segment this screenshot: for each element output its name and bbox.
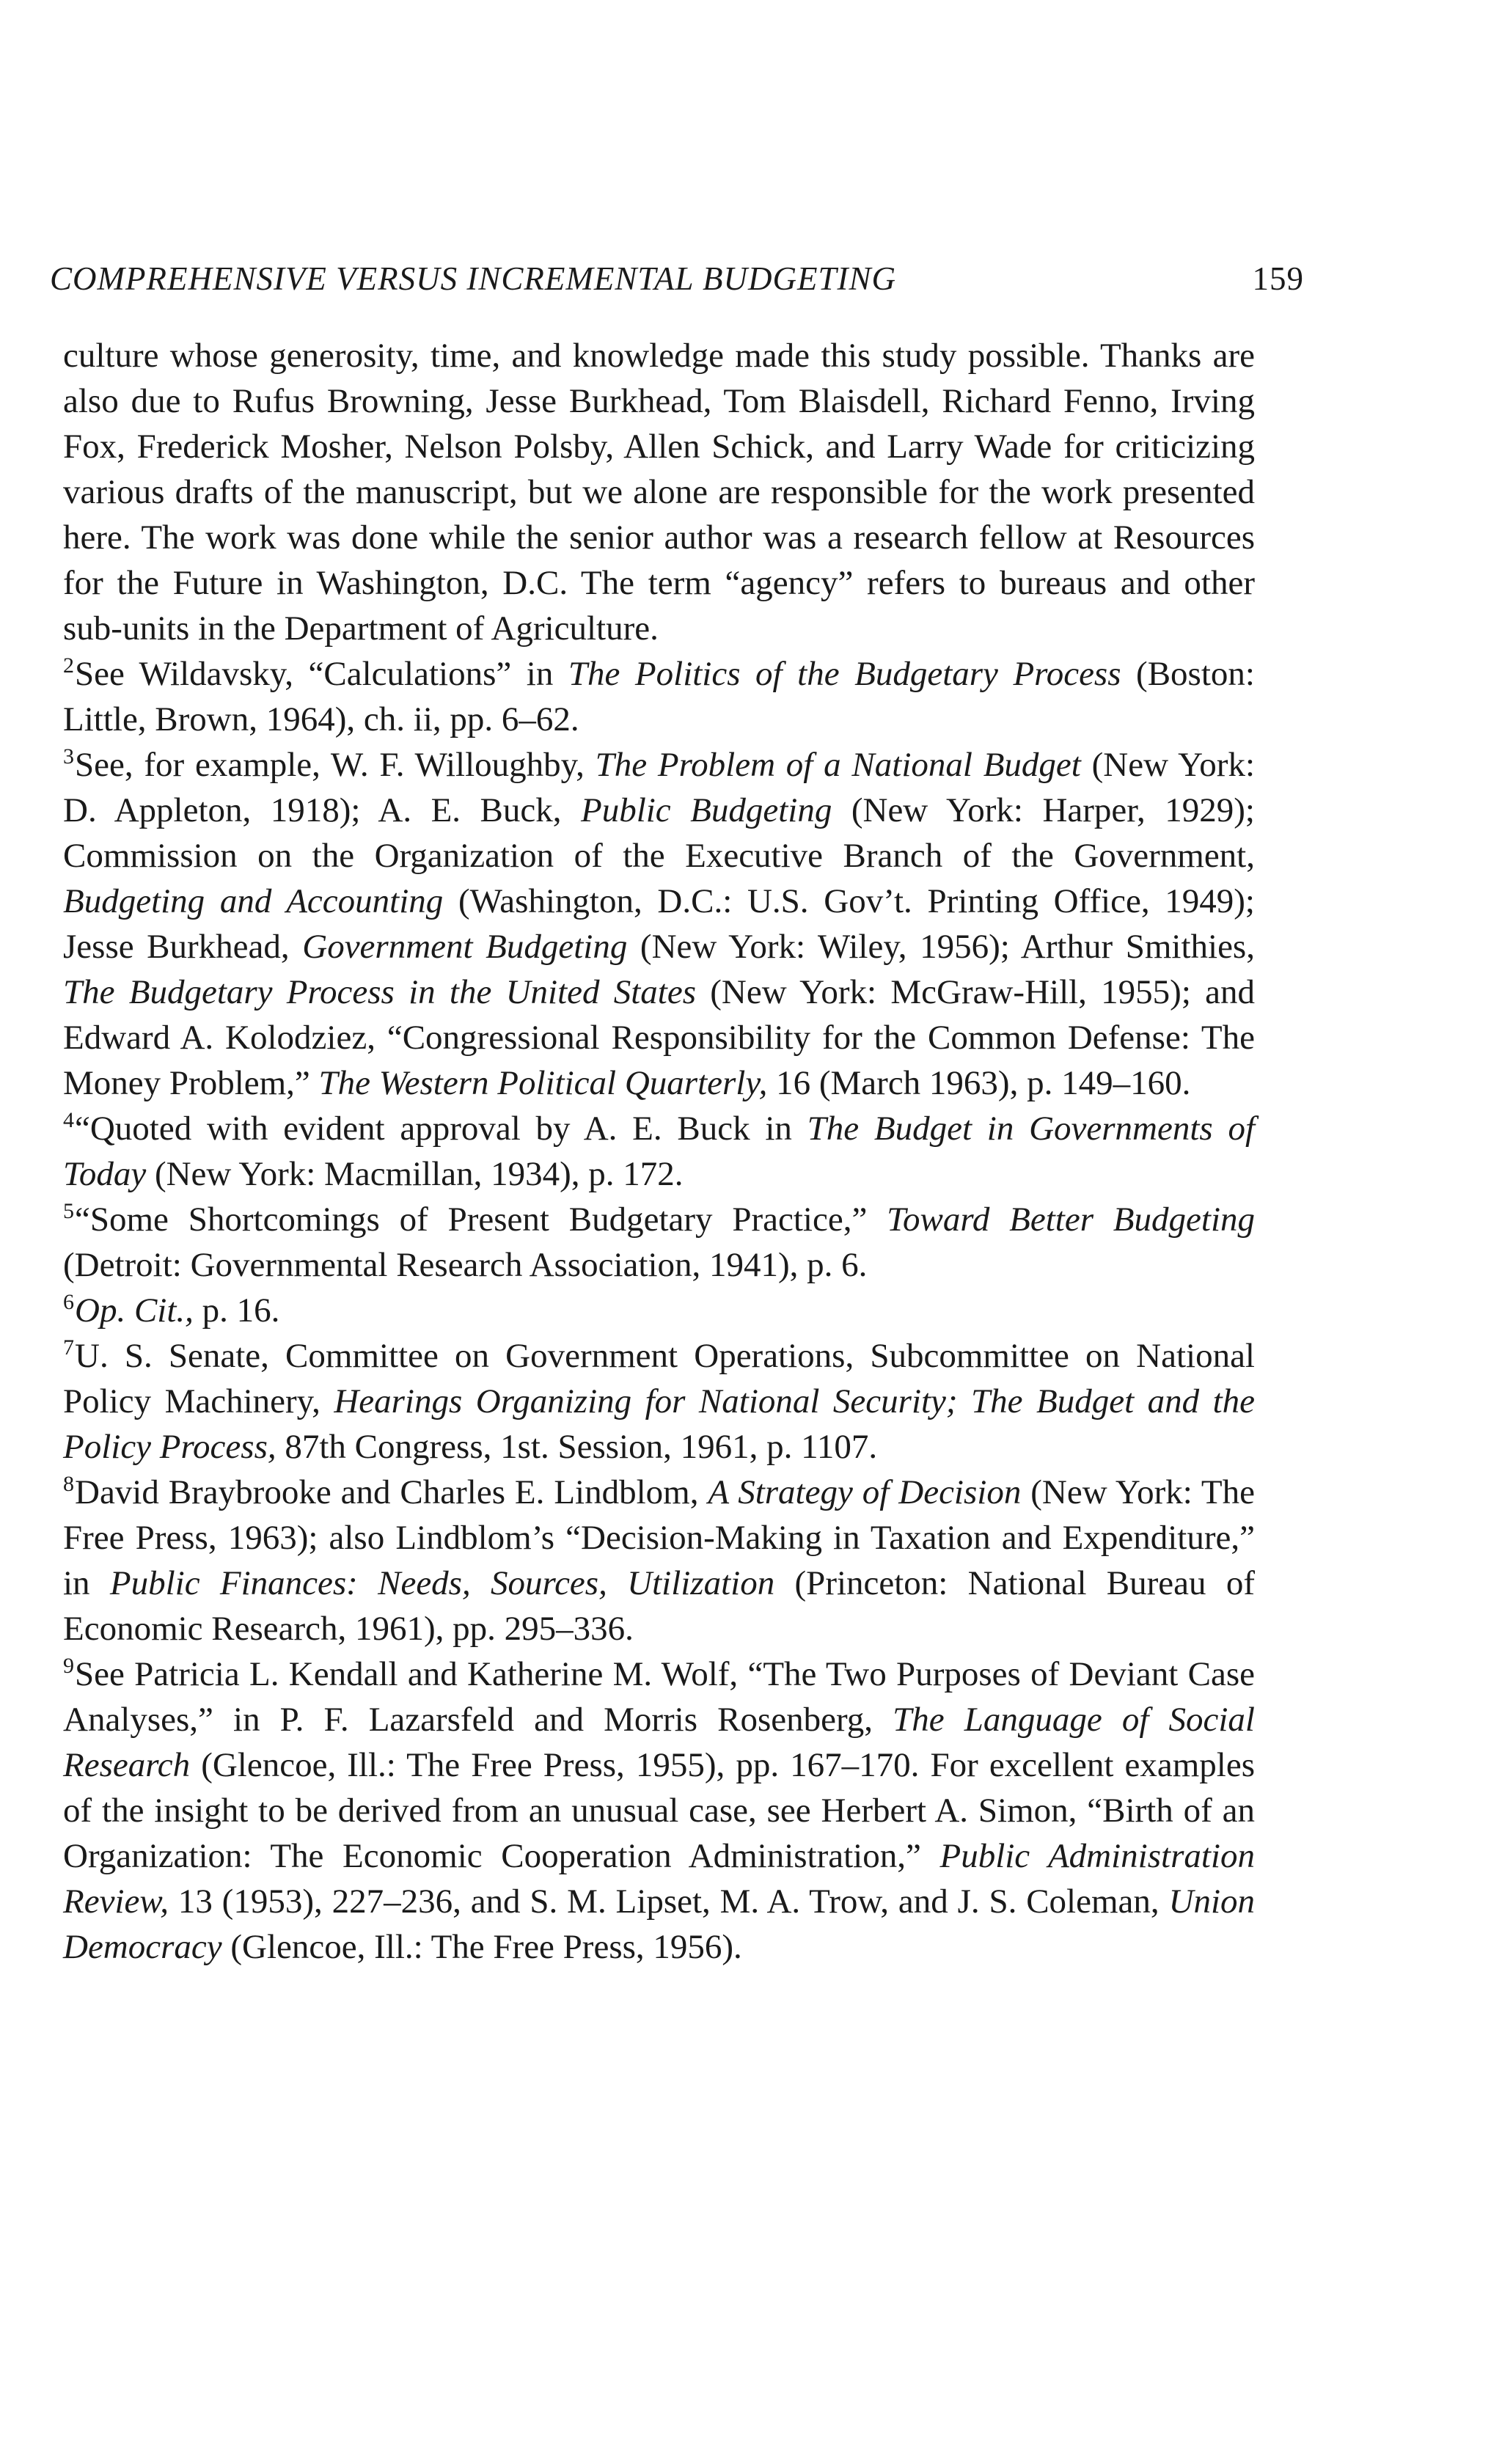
footnote-text: “Some Shortcomings of Present Budgetary Practice,” [75,1200,887,1239]
running-title: COMPREHENSIVE VERSUS INCREMENTAL BUDGETING [50,260,896,297]
footnote-text: See Patricia L. Kendall and Katherine M. Wolf, “The Two Purposes of Deviant Case Analyses,” in P. F. Lazarsfeld and Morris Rosenberg, [63,1655,1255,1739]
footnote-text: (New York: McGraw-Hill, 1955); and Edward A. Kolodziez, “Congressional Responsibility for the Common Defense: The Money Problem,” [63,973,1255,1102]
footnote-text: (New York: Wiley, 1956); Arthur Smithies, [627,928,1255,966]
footnote-text: 16 (March 1963), p. 149–160. [767,1064,1191,1102]
footnote-text: (New York: Harper, 1929); Commission on the Organization of the Executive Branch of the Government, [63,791,1255,875]
footnote-number: 3 [63,744,74,769]
footnote-8 [63,1470,1255,1651]
footnote-text: U. S. Senate, Committee on Government Operations, Subcommittee on National Policy Machinery, [63,1337,1255,1420]
footnote-text: (New York: Macmillan, 1934), p. 172. [146,1155,684,1193]
footnote-italic-title: Public Administration Review, [63,1837,1255,1921]
footnote-4 [63,1106,1255,1197]
footnote-number: 9 [63,1654,74,1679]
footnote-7 [63,1333,1255,1470]
footnote-9 [63,1651,1255,1970]
footnote-text: (Glencoe, Ill.: The Free Press, 1956). [221,1928,742,1966]
footnote-italic-title: The Problem of a National Budget [595,746,1081,784]
footnote-italic-title: Public Finances: Needs, Sources, Utilization [109,1564,775,1602]
footnote-number: 6 [63,1290,74,1315]
footnote-5 [63,1197,1255,1288]
footnote-list [63,651,1255,1970]
footnote-text: See, for example, W. F. Willoughby, [75,746,596,784]
footnote-number: 8 [63,1472,74,1497]
footnote-text: (New York: The Free Press, 1963); also Lindblom’s “Decision-Making in Taxation and Expenditure,” in [63,1473,1255,1602]
footnote-text: 13 (1953), 227–236, and S. M. Lipset, M. A. Trow, and J. S. Coleman, [168,1882,1169,1921]
footnote-italic-title: Public Budgeting [580,791,832,829]
footnote-italic-title: A Strategy of Decision [708,1473,1022,1511]
footnote-text: (Washington, D.C.: U.S. Gov’t. Printing Office, 1949); Jesse Burkhead, [63,882,1255,966]
footnote-italic-title: Union Democracy [63,1882,1255,1966]
footnotes-block [63,333,1255,1970]
footnote-text: p. 16. [193,1291,280,1330]
footnote-italic-title: Government Budgeting [302,928,628,966]
footnote-3 [63,742,1255,1106]
footnote-number: 2 [63,653,74,678]
footnote-text: (Glencoe, Ill.: The Free Press, 1955), pp. 167–170. For excellent examples of the insight to be derived from an unusual case, see Herbert A. Simon, “Birth of an Organization: The Economic Cooperation Administration,” [63,1746,1255,1875]
footnote-text: See Wildavsky, “Calculations” in [75,655,568,693]
footnote-text: (Boston: Little, Brown, 1964), ch. ii, pp. 6–62. [63,655,1255,738]
footnote-italic-title: Hearings Organizing for National Security; The Budget and the Policy Process, [63,1382,1255,1466]
footnote-italic-title: The Western Political Quarterly, [318,1064,768,1102]
footnote-2 [63,651,1255,742]
page-number: 159 [1252,260,1304,297]
footnote-number: 5 [63,1199,74,1224]
footnote-6 [63,1288,1255,1333]
footnote-text: David Braybrooke and Charles E. Lindblom, [75,1473,708,1511]
footnote-text: (New York: D. Appleton, 1918); A. E. Buck, [63,746,1256,829]
continued-footnote: culture whose generosity, time, and knowledge made this study possible. Thanks are also due to Rufus Browning, Jesse Burkhead, Tom Blaisdell, Richard Fenno, Irving Fox, Frederick Mosher, Nelson Polsby, Allen Schick, and Larry Wade for criticizing various drafts of the manuscript, but we alone are responsible for the work presented here. The work was done while the senior author was a research fellow at Resources for the Future in Washington, D.C. The term “agency” refers to bureaus and other sub-units in the Department of Agriculture. [63,337,1255,648]
footnote-italic-title: Toward Better Budgeting [887,1200,1255,1239]
footnote-italic-title: Op. Cit., [75,1291,194,1330]
footnote-text: 87th Congress, 1st. Session, 1961, p. 1107. [276,1428,878,1466]
footnote-number: 4 [63,1108,74,1133]
footnote-italic-title: Budgeting and Accounting [63,882,444,920]
footnote-text: (Princeton: National Bureau of Economic Research, 1961), pp. 295–336. [63,1564,1255,1648]
footnote-text: (Detroit: Governmental Research Association, 1941), p. 6. [63,1246,868,1284]
footnote-text: “Quoted with evident approval by A. E. Buck in [75,1110,807,1148]
running-head [50,253,1304,304]
footnote-italic-title: The Politics of the Budgetary Process [568,655,1121,693]
footnote-italic-title: The Language of Social Research [63,1701,1255,1784]
footnote-italic-title: The Budget in Governments of Today [63,1110,1255,1193]
footnote-italic-title: The Budgetary Process in the United States [63,973,697,1011]
footnote-number: 7 [63,1335,74,1360]
